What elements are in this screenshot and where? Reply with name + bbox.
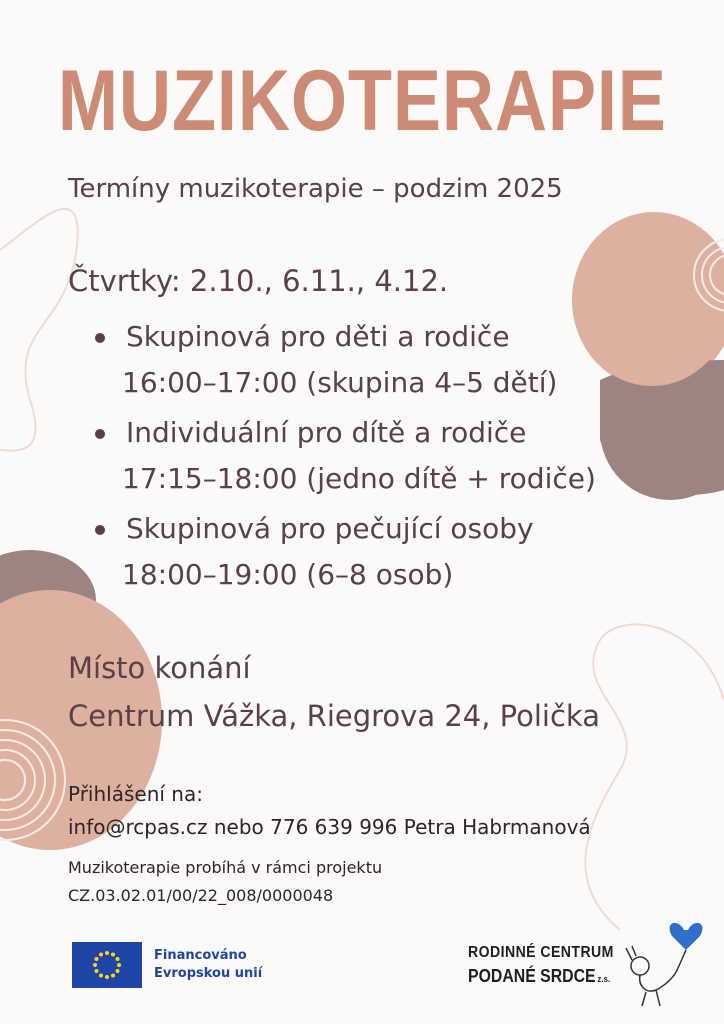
session-name: Skupinová pro pečující osoby: [126, 512, 534, 545]
registration-section: [68, 778, 591, 844]
registration-label: Přihlášení na:: [68, 782, 203, 806]
poster-title: MUZIKOTERAPIE: [57, 53, 667, 149]
bullet-icon: [95, 429, 105, 439]
eu-text: [154, 947, 262, 983]
project-number: CZ.03.02.01/00/22_008/0000048: [68, 886, 334, 905]
logo-line-2: [468, 966, 614, 987]
bullet-icon: [95, 525, 105, 535]
subtitle: Termíny muzikoterapie – podzim 2025: [68, 174, 563, 204]
session-time: 17:15–18:00 (jedno dítě + rodiče): [122, 462, 596, 495]
logo-line-1: RODINNÉ CENTRUM: [468, 944, 614, 961]
eu-funding-logo: [72, 942, 262, 988]
bullet-icon: [95, 333, 105, 343]
session-item: [92, 314, 596, 406]
project-info: [68, 854, 382, 910]
session-time: 16:00–17:00 (skupina 4–5 dětí): [122, 366, 558, 399]
session-time: 18:00–19:00 (6–8 osob): [122, 558, 454, 591]
eu-text-line: Financováno: [154, 948, 247, 963]
heart-figure-icon: [606, 908, 706, 1008]
session-name: Individuální pro dítě a rodiče: [126, 416, 527, 449]
eu-flag-icon: [72, 942, 142, 988]
session-name: Skupinová pro děti a rodiče: [126, 320, 510, 353]
eu-text-line: Evropskou unií: [154, 966, 263, 981]
session-list: [92, 314, 596, 602]
venue-label: Místo konání: [68, 651, 251, 685]
project-line: Muzikoterapie probíhá v rámci projektu: [68, 858, 383, 877]
session-item: [92, 410, 596, 502]
dates-line: Čtvrtky: 2.10., 6.11., 4.12.: [68, 264, 449, 298]
session-item: [92, 506, 596, 598]
logo-name: PODANÉ SRDCE: [468, 966, 596, 986]
logo-suffix: z.s.: [597, 974, 611, 984]
registration-contact: info@rcpas.cz nebo 776 639 996 Petra Habrmanová: [68, 815, 591, 839]
venue-address: Centrum Vážka, Riegrova 24, Polička: [68, 699, 600, 733]
venue-section: [68, 644, 600, 740]
